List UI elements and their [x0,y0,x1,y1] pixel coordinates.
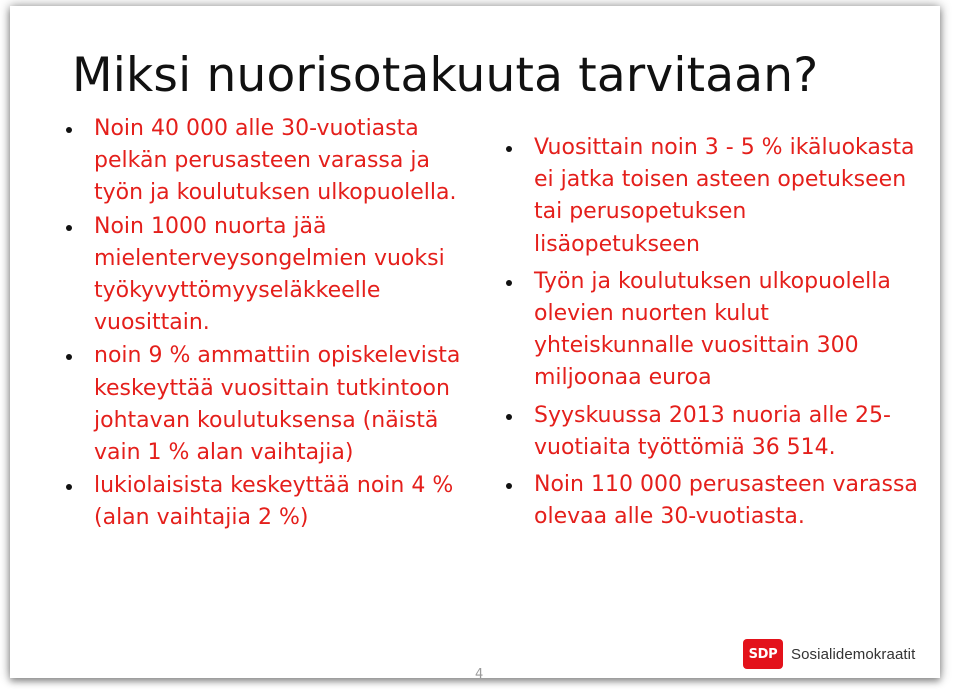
sdp-logo-badge: SDP [743,639,783,669]
slide-title: Miksi nuorisotakuuta tarvitaan? [72,48,819,103]
bullet-item [58,470,478,534]
right-bullet-list [498,132,918,538]
bullet-text: noin 9 % ammattiin opiskelevista keskeyttää vuosittain tutkintoon johtavan koulutuksensa (näistä vain 1 % alan vaihtajia) [94,343,461,466]
bullet-item [498,469,918,533]
bullet-text: Noin 110 000 perusasteen varassa olevaa alle 30-vuotiasta. [534,472,918,530]
sdp-logo [743,639,915,669]
bullet-dot-icon [506,414,512,420]
bullet-dot-icon [66,225,72,231]
bullet-text: Noin 40 000 alle 30-vuotiasta pelkän perusasteen varassa ja työn ja koulutuksen ulkopuolella. [94,116,457,206]
bullet-text: Työn ja koulutuksen ulkopuolella olevien nuorten kulut yhteiskunnalle vuosittain 300 miljoonaa euroa [534,268,891,391]
bullet-text: lukiolaisista keskeyttää noin 4 % (alan vaihtajia 2 %) [94,473,454,531]
bullet-item [498,400,918,464]
slide [10,6,940,682]
bullet-dot-icon [66,484,72,490]
bullet-dot-icon [66,127,72,133]
bullet-dot-icon [506,483,512,489]
bullet-dot-icon [506,146,512,152]
bullet-item [58,113,478,210]
bullet-item [498,266,918,395]
bullet-dot-icon [506,280,512,286]
bullet-dot-icon [66,354,72,360]
left-bullet-list [58,113,478,536]
bullet-item [58,211,478,340]
page-number: 4 [475,667,484,682]
sdp-logo-text: Sosialidemokraatit [791,645,916,663]
bullet-text: Syyskuussa 2013 nuoria alle 25-vuotiaita työttömiä 36 514. [534,402,891,460]
bullet-item [498,132,918,261]
bullet-text: Vuosittain noin 3 - 5 % ikäluokasta ei jatka toisen asteen opetukseen tai perusopetuksen lisäopetukseen [534,135,915,257]
bullet-text: Noin 1000 nuorta jää mielenterveysongelmien vuoksi työkyvyttömyyseläkkeelle vuosittain. [94,213,445,336]
bullet-item [58,340,478,469]
